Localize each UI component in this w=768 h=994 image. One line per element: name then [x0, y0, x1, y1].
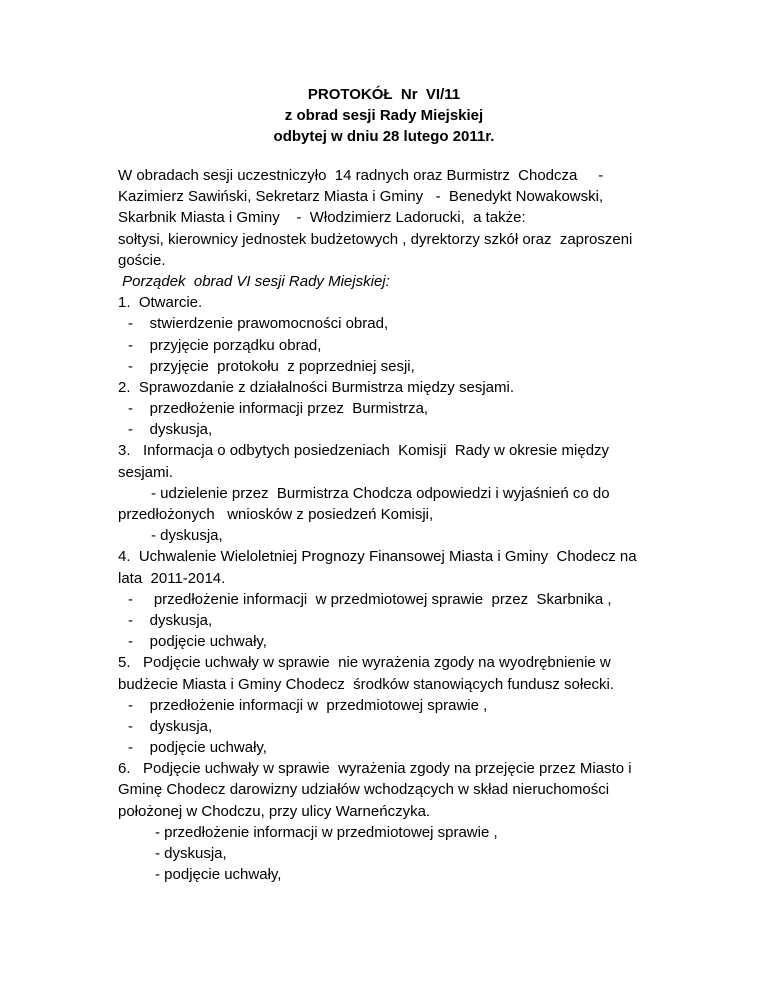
protocol-title	[0, 84, 768, 147]
agenda-item-continuation: położonej w Chodczu, przy ulicy Warneńczyka.	[118, 802, 431, 820]
agenda-subitem: - podjęcie uchwały,	[155, 866, 282, 884]
agenda-subitem: - przedłożenie informacji w przedmiotowej sprawie przez Skarbnika ,	[128, 590, 612, 608]
title-line-3: odbytej w dniu 28 lutego 2011r.	[273, 128, 495, 145]
agenda-item: 4. Uchwalenie Wieloletniej Prognozy Finansowej Miasta i Gminy Chodecz na	[118, 548, 637, 566]
agenda-subitem: - podjęcie uchwały,	[128, 739, 267, 757]
agenda-item: 3. Informacja o odbytych posiedzeniach Komisji Rady w okresie między	[118, 442, 610, 460]
agenda-subitem: - dyskusja,	[128, 611, 213, 629]
agenda-subitem: - udzielenie przez Burmistrza Chodcza odpowiedzi i wyjaśnień co do	[151, 484, 610, 502]
title-line-1: PROTOKÓŁ Nr VI/11	[307, 86, 461, 103]
agenda-subitem: - dyskusja,	[155, 845, 227, 862]
agenda-item: 1. Otwarcie.	[118, 294, 203, 312]
agenda-item: 6. Podjęcie uchwały w sprawie wyrażenia zgody na przejęcie przez Miasto i	[118, 760, 632, 778]
intro-line: Kazimierz Sawiński, Sekretarz Miasta i Gminy - Benedykt Nowakowski,	[118, 188, 604, 206]
agenda-subitem: - dyskusja,	[151, 527, 223, 545]
agenda-item: 2. Sprawozdanie z działalności Burmistrza między sesjami.	[118, 378, 514, 396]
agenda-subitem: - przedłożenie informacji w przedmiotowej sprawie ,	[128, 696, 488, 714]
agenda-item-continuation: Gminę Chodecz darowizny udziałów wchodzących w skład nieruchomości	[118, 781, 610, 799]
agenda-item-continuation: budżecie Miasta i Gminy Chodecz środków stanowiących fundusz sołecki.	[118, 675, 615, 693]
agenda-subitem: - podjęcie uchwały,	[128, 633, 267, 651]
intro-line: sołtysi, kierownicy jednostek budżetowych , dyrektorzy szkół oraz zaproszeni	[118, 230, 633, 248]
protocol-body	[118, 165, 678, 885]
intro-line: W obradach sesji uczestniczyło 14 radnych oraz Burmistrz Chodcza -	[118, 167, 604, 184]
agenda-item-continuation: lata 2011-2014.	[118, 569, 226, 587]
agenda-subitem: - dyskusja,	[128, 717, 213, 735]
agenda-subitem: - przedłożenie informacji w przedmiotowej sprawie ,	[155, 823, 498, 841]
agenda-subitem: - przyjęcie protokołu z poprzedniej sesji,	[128, 357, 415, 375]
agenda-subitem: - dyskusja,	[128, 421, 213, 439]
agenda-heading: Porządek obrad VI sesji Rady Miejskiej:	[118, 272, 390, 290]
agenda-item-continuation: sesjami.	[118, 463, 174, 481]
agenda-subitem: - stwierdzenie prawomocności obrad,	[128, 315, 389, 333]
intro-line: Skarbnik Miasta i Gminy - Włodzimierz Ladorucki, a także:	[118, 209, 526, 227]
agenda-item-continuation: przedłożonych wniosków z posiedzeń Komisji,	[118, 506, 434, 523]
intro-line: goście.	[118, 251, 166, 269]
agenda-subitem: - przedłożenie informacji przez Burmistrza,	[128, 400, 429, 418]
title-line-2: z obrad sesji Rady Miejskiej	[284, 107, 484, 124]
agenda-subitem: - przyjęcie porządku obrad,	[128, 336, 322, 354]
agenda-item: 5. Podjęcie uchwały w sprawie nie wyrażenia zgody na wyodrębnienie w	[118, 654, 611, 672]
